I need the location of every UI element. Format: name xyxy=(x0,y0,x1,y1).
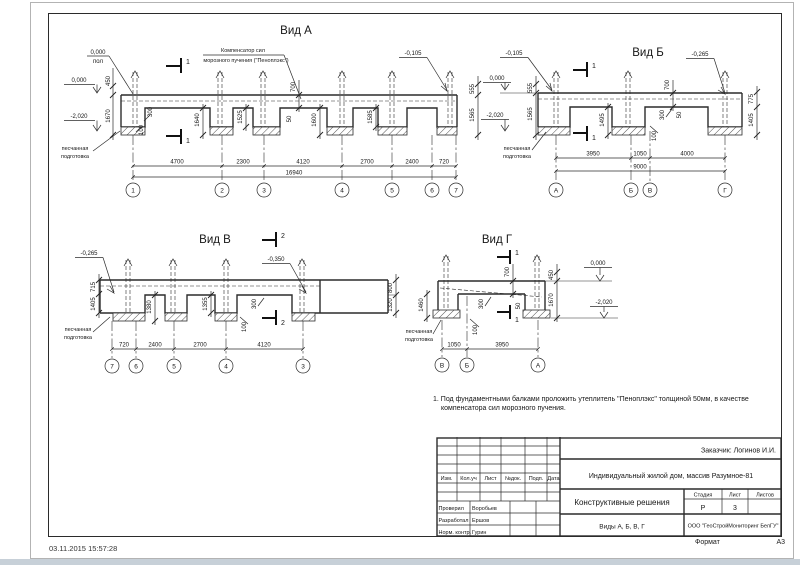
view-g-dimensions xyxy=(442,343,538,350)
view-title: Вид А xyxy=(280,25,312,37)
sand-layer-label: песчанная xyxy=(61,146,89,152)
signature-role: Норм. контр. xyxy=(438,530,472,536)
dim-label: 450 xyxy=(549,269,555,281)
axis-label: 3 xyxy=(301,363,305,371)
section-label: 1 xyxy=(592,63,596,70)
elevation-label: 0,000 xyxy=(489,76,505,82)
format-label: Формат xyxy=(695,539,720,546)
dim-label: 2700 xyxy=(193,342,207,349)
dim-label: 1050 xyxy=(633,151,647,158)
dim-label: 1495 xyxy=(600,113,606,127)
dim-label: 720 xyxy=(438,159,450,166)
note-line: 1. Под фундаментными балками проложить утеплитель "Пеноплэкс" толщиной 50мм, в качестве xyxy=(433,396,749,403)
column-header: Лист xyxy=(484,476,497,482)
view-a-dimensions xyxy=(133,160,456,178)
sand-layer-label: подготовка xyxy=(61,154,89,160)
column-header: Подп. xyxy=(528,476,544,482)
format-note xyxy=(695,539,785,546)
dim-label: 555 xyxy=(470,83,476,95)
view-a-section-marks xyxy=(166,58,190,145)
view-g-structure xyxy=(433,281,618,318)
dim-label: 700 xyxy=(291,81,297,93)
dim-label: 1670 xyxy=(106,109,112,123)
dim-label: 1585 xyxy=(368,110,374,124)
dim-label: 1600 xyxy=(312,113,318,127)
view-v-drawing xyxy=(55,228,405,380)
view-g-axes xyxy=(435,296,545,372)
view-g-columns xyxy=(442,255,541,310)
axis-label: 5 xyxy=(390,187,394,195)
view-v-axes xyxy=(105,321,310,373)
elevation-label: -0,265 xyxy=(691,52,709,58)
compensator-label: Компенсатор сил xyxy=(221,48,265,54)
section-label: 1 xyxy=(592,135,596,142)
signature-name: Воробьев xyxy=(472,506,497,512)
view-title: Вид Г xyxy=(481,234,513,246)
signature-name: Ершов xyxy=(472,518,490,524)
company-name: ООО "ГеоСтройМониторинг БелГУ" xyxy=(687,523,779,530)
dim-label: 2400 xyxy=(405,159,419,166)
axis-label: А xyxy=(535,362,541,370)
elevation-label: -2,020 xyxy=(595,300,613,306)
dim-label: 100 xyxy=(473,324,479,336)
dim-label: 50 xyxy=(287,115,293,123)
column-header: Дата xyxy=(547,476,560,482)
view-v-structure xyxy=(100,280,397,321)
view-v-sand-label xyxy=(64,317,110,341)
axis-label: 1 xyxy=(131,187,135,195)
dim-label: 300 xyxy=(148,106,154,118)
dim-label: 720 xyxy=(118,342,130,349)
dim-label: 300 xyxy=(252,298,258,310)
dim-label: 2400 xyxy=(148,342,162,349)
column-header: Кол.уч xyxy=(460,476,477,482)
view-g-drawing xyxy=(405,228,667,380)
view-b-section-marks xyxy=(573,62,596,142)
dim-label: 4120 xyxy=(257,342,271,349)
dim-label: 2300 xyxy=(236,159,250,166)
axis-label: 7 xyxy=(454,187,458,195)
signature-name: Гурин xyxy=(472,530,487,536)
format-value: А3 xyxy=(776,539,785,546)
view-b-drawing xyxy=(478,35,780,215)
dim-label: 450 xyxy=(106,75,112,87)
view-title: Вид Б xyxy=(632,47,664,59)
axis-label: 7 xyxy=(110,363,114,371)
dim-label: 300 xyxy=(479,298,485,310)
view-g-section-marks xyxy=(497,250,519,324)
axis-label: 6 xyxy=(134,363,138,371)
dim-label: 4120 xyxy=(296,159,310,166)
sand-layer-label: подготовка xyxy=(64,335,92,341)
dim-total-label: 9000 xyxy=(633,164,647,171)
axis-label: Б xyxy=(464,362,470,370)
view-v-left-annotations xyxy=(75,251,114,318)
sheet-title: Виды А, Б, В, Г xyxy=(599,523,645,531)
axis-label: 4 xyxy=(224,363,228,371)
title-block-revision-grid xyxy=(437,437,561,537)
view-g-mid-dimensions xyxy=(419,264,522,335)
dim-label: 1320 xyxy=(388,298,394,312)
view-g-sand-label xyxy=(405,320,441,343)
signature-role: Проверил xyxy=(438,506,464,512)
floor-elevation-label: 0,000 xyxy=(90,50,106,56)
axis-label: А xyxy=(553,187,559,195)
sand-layer-label: песчанная xyxy=(405,329,433,335)
dim-label: 2700 xyxy=(360,159,374,166)
elevation-label: -0,350 xyxy=(267,257,285,263)
column-header: Изм. xyxy=(440,476,453,482)
axis-label: 5 xyxy=(172,363,176,371)
dim-label: 800 xyxy=(388,282,394,294)
elevation-label: -0,105 xyxy=(404,51,422,57)
view-a-drawing xyxy=(50,18,482,218)
view-b-sand-label xyxy=(503,132,546,160)
dim-label: 3950 xyxy=(495,342,509,349)
dim-label: 715 xyxy=(91,281,97,293)
dim-label: 700 xyxy=(665,79,671,91)
dim-label: 3950 xyxy=(586,151,600,158)
axis-label: 3 xyxy=(262,187,266,195)
dim-label: 1640 xyxy=(195,113,201,127)
sheet-number: 3 xyxy=(733,505,737,512)
elevation-label: -2,020 xyxy=(70,114,88,120)
view-v-dimensions xyxy=(112,343,303,350)
dim-label: 50 xyxy=(516,302,522,310)
dim-label: 100 xyxy=(242,321,248,333)
dim-label: 1405 xyxy=(91,297,97,311)
elevation-label: -0,265 xyxy=(80,251,98,257)
axis-label: В xyxy=(439,362,445,370)
customer-label: Заказчик: Логинов И.И. xyxy=(701,447,776,455)
view-a-sand-label xyxy=(61,131,120,160)
section-label: 1 xyxy=(186,59,190,66)
view-b-dimensions xyxy=(556,152,725,172)
dim-label: 1525 xyxy=(238,110,244,124)
floor-label: пол xyxy=(93,59,103,65)
dim-label: 1355 xyxy=(203,297,209,311)
section-label: 2 xyxy=(281,320,285,327)
dim-label: 555 xyxy=(528,82,534,94)
dim-total-label: 16940 xyxy=(285,170,303,177)
sheets-header: Листов xyxy=(756,492,774,499)
view-a-structure xyxy=(121,95,457,135)
dim-label: 50 xyxy=(677,111,683,119)
dim-label: 700 xyxy=(505,266,511,278)
dim-label: 300 xyxy=(660,109,666,121)
section-label: 1 xyxy=(186,138,190,145)
axis-label: 2 xyxy=(220,187,224,195)
dim-label: 4700 xyxy=(170,159,184,166)
dim-label: 1565 xyxy=(470,108,476,122)
dim-label: 1565 xyxy=(528,107,534,121)
axis-label: Б xyxy=(628,187,634,195)
dim-label: 100 xyxy=(652,130,658,142)
elevation-label: 0,000 xyxy=(590,261,606,267)
elevation-label: -2,020 xyxy=(486,113,504,119)
signature-role: Разработал xyxy=(438,518,469,524)
elevation-label: 0,000 xyxy=(71,78,87,84)
window-edge xyxy=(0,559,800,565)
section-label: 1 xyxy=(515,250,519,257)
compensator-label: морозного пучения ("Пеноплэкс") xyxy=(203,58,289,64)
dim-label: 100 xyxy=(139,124,145,136)
dim-label: 1380 xyxy=(147,300,153,314)
sand-layer-label: подготовка xyxy=(503,154,531,160)
axis-label: 4 xyxy=(340,187,344,195)
dim-label: 4000 xyxy=(680,151,694,158)
title-block-main xyxy=(560,448,782,538)
sand-layer-label: песчанная xyxy=(503,146,531,152)
dim-label: 1460 xyxy=(419,298,425,312)
dim-label: 775 xyxy=(749,93,755,105)
drawing-note xyxy=(433,395,763,413)
title-block xyxy=(436,437,782,537)
sheet-header: Лист xyxy=(729,492,741,499)
dim-label: 1405 xyxy=(749,113,755,127)
view-g-right-annotations xyxy=(549,261,618,322)
view-v-right-annotations xyxy=(262,257,399,318)
section-label: 1 xyxy=(515,317,519,324)
axis-label: В xyxy=(647,187,653,195)
timestamp: 03.11.2015 15:57:28 xyxy=(49,544,118,553)
view-title: Вид В xyxy=(199,234,231,246)
stage-header: Стадия xyxy=(693,492,713,499)
axis-label: 6 xyxy=(430,187,434,195)
note-line: компенсатора сил морозного пучения. xyxy=(441,405,566,412)
stage-value: Р xyxy=(700,505,706,512)
section-label: 2 xyxy=(281,233,285,240)
axis-label: Г xyxy=(723,187,727,195)
project-title: Индивидуальный жилой дом, массив Разумное-81 xyxy=(588,473,754,480)
sand-layer-label: песчанная xyxy=(64,327,92,333)
dim-label: 1670 xyxy=(549,293,555,307)
column-header: №док. xyxy=(504,476,522,482)
sand-layer-label: подготовка xyxy=(405,337,433,343)
dim-label: 1050 xyxy=(447,342,461,349)
document-title: Конструктивные решения xyxy=(574,498,670,507)
elevation-label: -0,105 xyxy=(505,51,523,57)
